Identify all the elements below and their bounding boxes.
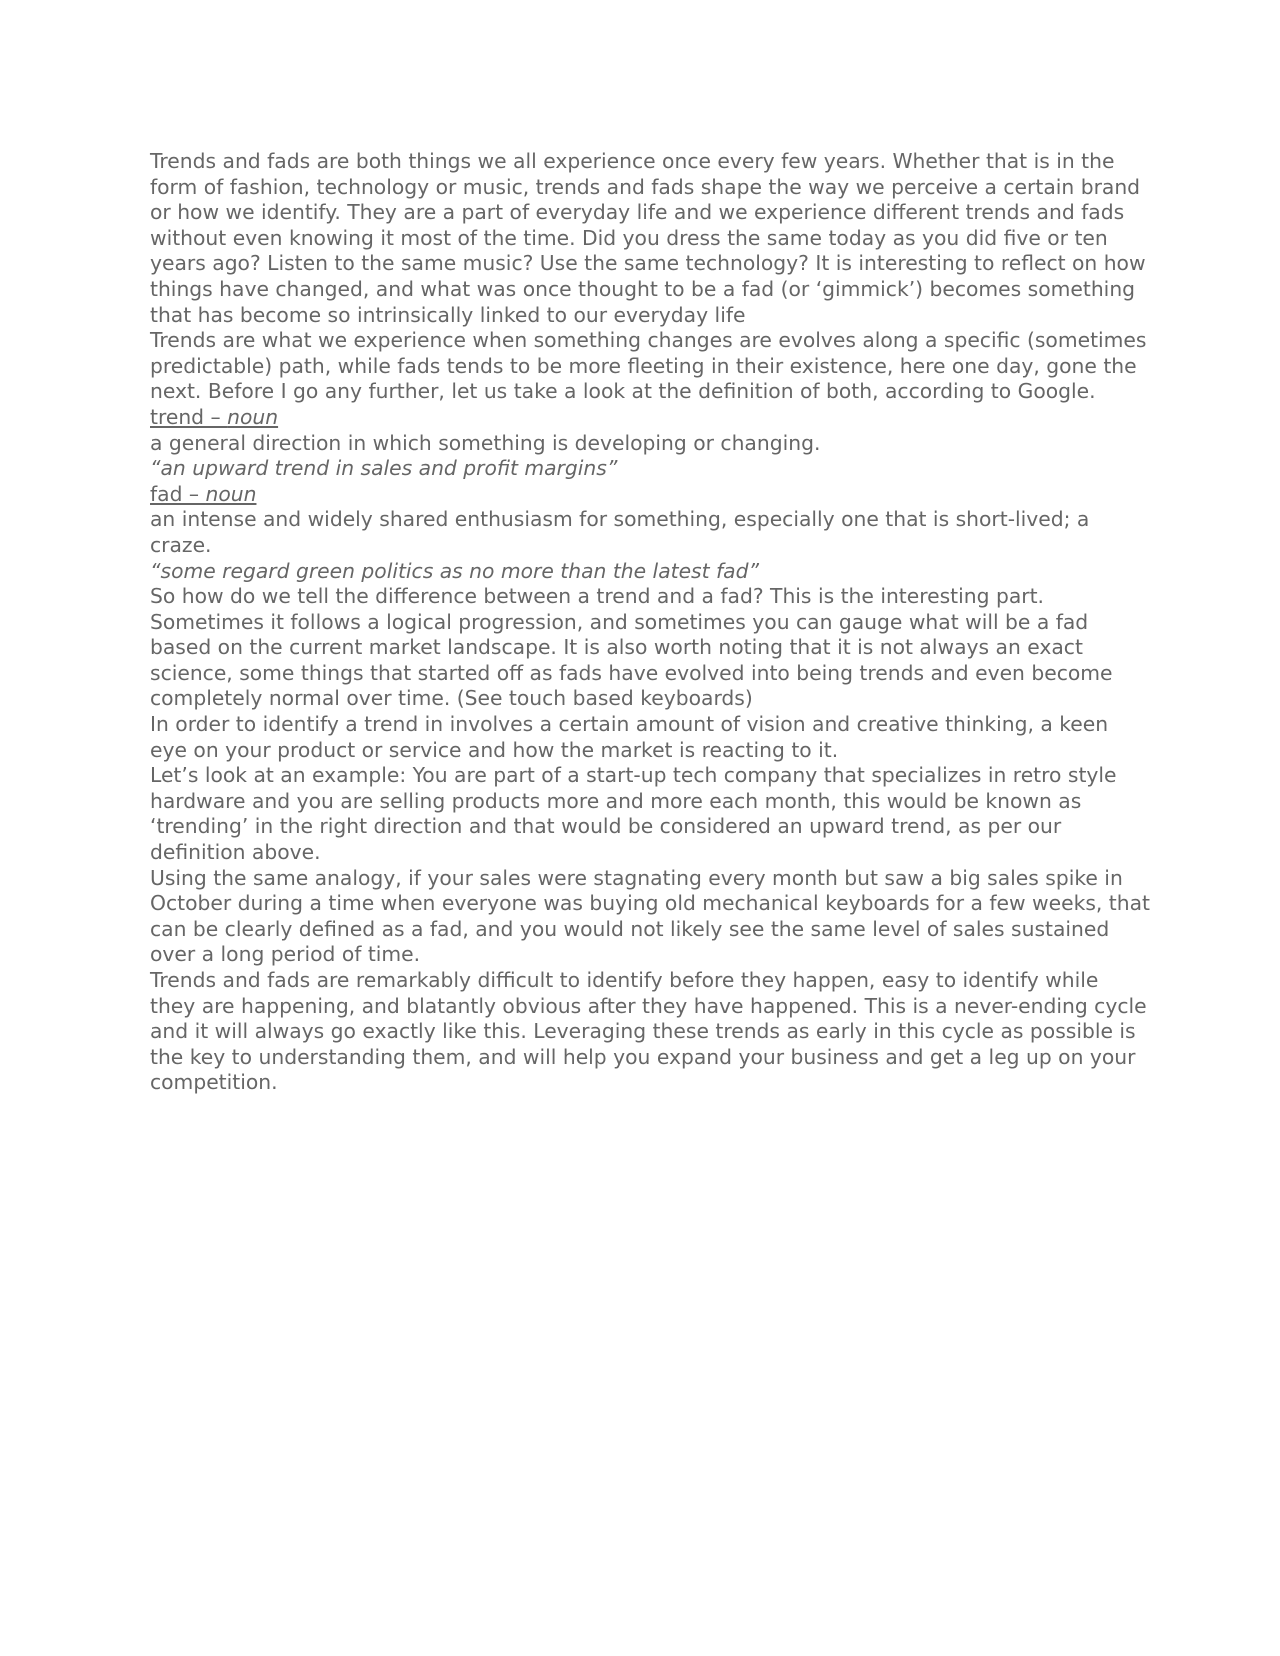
example-paragraph: Let’s look at an example: You are part of a start-up tech company that specializes in retro style hardware and you are selling products more and more each month, this would be known as ‘trending’ in the right direction and that would be considered an upward trend, as per our definition above. <box>150 763 1117 865</box>
trend-term: trend – <box>150 404 228 429</box>
fad-term: fad – <box>150 481 206 506</box>
identify-paragraph: In order to identify a trend in involves a certain amount of vision and creative thinking, a keen eye on your product or service and how the market is reacting to it. <box>150 712 1109 762</box>
analogy-paragraph: Using the same analogy, if your sales were stagnating every month but saw a big sales spike in October during a time when everyone was buying old mechanical keyboards for a few weeks, that can be clearly defined as a fad, and you would not likely see the same level of sales sustained over a long period of time. <box>150 865 1150 967</box>
trend-part-of-speech: noun <box>227 404 279 429</box>
fad-definition: an intense and widely shared enthusiasm for something, especially one that is short-lived; a craze. <box>150 507 1090 557</box>
trend-example: “an upward trend in sales and profit margins” <box>150 456 618 481</box>
document-body <box>150 149 1150 1096</box>
fad-term-heading <box>150 482 1150 508</box>
trend-definition: a general direction in which something is developing or changing. <box>150 430 821 455</box>
fad-example: “some regard green politics as no more than the latest fad” <box>150 558 759 583</box>
trend-term-heading <box>150 405 1150 431</box>
fad-part-of-speech: noun <box>205 481 257 506</box>
intro-paragraph: Trends and fads are both things we all experience once every few years. Whether that is in the form of fashion, technology or music, trends and fads shape the way we perceive a certain brand or how we identify. They are a part of everyday life and we experience different trends and fads without even knowing it most of the time. Did you dress the same today as you did five or ten years ago? Listen to the same music? Use the same technology? It is interesting to reflect on how things have changed, and what was once thought to be a fad (or ‘gimmick’) becomes something that has become so intrinsically linked to our everyday life <box>150 149 1146 327</box>
conclusion-paragraph: Trends and fads are remarkably difficult to identify before they happen, easy to identify while they are happening, and blatantly obvious after they have happened. This is a never-ending cycle and it will always go exactly like this. Leveraging these trends as early in this cycle as possible is the key to understanding them, and will help you expand your business and get a leg up on your competition. <box>150 968 1147 1095</box>
definition-intro-paragraph: Trends are what we experience when something changes are evolves along a specific (sometimes predictable) path, while fads tends to be more fleeting in their existence, here one day, gone the next. Before I go any further, let us take a look at the definition of both, according to Google. <box>150 328 1147 404</box>
difference-paragraph: So how do we tell the difference between a trend and a fad? This is the interesting part. Sometimes it follows a logical progression, and sometimes you can gauge what will be a fad based on the current market landscape. It is also worth noting that it is not always an exact science, some things that started off as fads have evolved into being trends and even become completely normal over time. (See touch based keyboards) <box>150 584 1113 711</box>
